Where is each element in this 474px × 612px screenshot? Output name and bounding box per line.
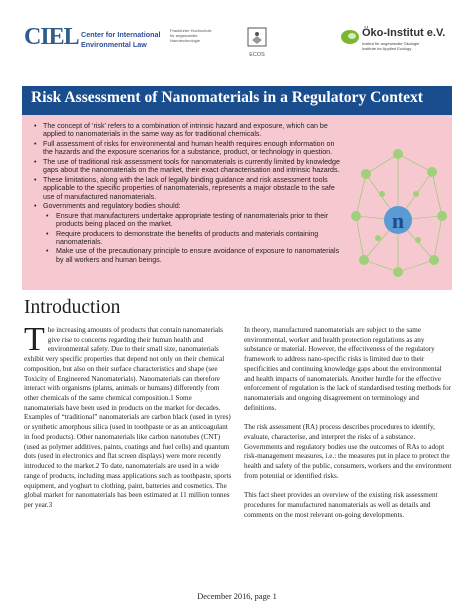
- right-column: [244, 326, 452, 530]
- oeko-institut-name: Öko-Institut e.V.: [362, 27, 446, 39]
- section-heading: Introduction: [24, 297, 121, 318]
- oeko-institut-logo: [340, 26, 460, 56]
- summary-bullet: • These limitations, along with the lack of legally binding guidance and risk assessment tools applicable to the specific properties of nanomaterials, represents a major obstacle to the safe use of manufactured nanomaterials.: [34, 176, 344, 201]
- body-paragraph: The risk assessment (RA) process describes procedures to identify, evaluate, characterise, and interpret the risks of a substance. Governments and regulatory bodies use the outcomes of RAs to adopt risk-management measures, i.e.: the measures put in place to protect the health and safety of the public, consumers, workers and the environment from potential or identified risks.: [244, 423, 452, 480]
- ecos-logo-label: ECOS: [249, 52, 265, 58]
- summary-bullet: • The use of traditional risk assessment tools for nanomaterials is currently limited by knowledge gaps about the nanomaterials on the market, their exact characterisation and intrinsic hazards.: [34, 158, 344, 175]
- page-title: Risk Assessment of Nanomaterials in a Regulatory Context: [31, 89, 423, 106]
- summary-bullet: • The concept of ‘risk’ refers to a combination of intrinsic hazard and exposure, which can be applied to nanomaterials in the same way as for traditional chemicals.: [34, 122, 344, 139]
- summary-sub-bullet: • Require producers to demonstrate the benefits of products and materials containing nanomaterials.: [34, 230, 344, 247]
- title-bar: [22, 86, 452, 115]
- header: [0, 0, 474, 70]
- ciel-logo-name: Center for International Environmental Law: [81, 30, 161, 49]
- body-paragraph: In theory, manufactured nanomaterials are subject to the same environmental, worker and health protection regulations as any substance or material. However, the effectiveness of the regulatory framework to address nano-specific risks is limited due to their specificities and continuing knowledge gaps about the environmental and health impacts of nanomaterials. Another hurdle for the effective enforcement of regulation is the lack of standardised testing methods for nanomaterials and ongoing disagreement on terminology and definitions.: [244, 326, 452, 412]
- nano-center-glyph: n: [391, 208, 405, 233]
- ecos-logo: [240, 26, 274, 60]
- summary-bullets: [34, 122, 344, 265]
- intro-paragraph: The increasing amounts of products that contain nanomaterials give rise to concerns regarding their human health and environmental safety. Due to their small size, nanomaterials exhibit very specific properties that depend not only on their chemical composition, but also on their surface characteristics and shape (see Toxicity of Engineered Nanomaterials). Nanomaterials can therefore interact with organisms (plants, animals or humans) differently from other chemicals of the same chemical composition.1 Some nanomaterials have been used in products on the market for decades. Examples of “traditional” nanomaterials are carbon black (used in tyres) or synthetic amorphous silica (used in toothpaste or as an anticoagulant in food products). Other nanomaterials like carbon nanotubes (CNT) (used as polymer additives, paints, coatings and fuel cells) and quantum dots (used in electronics and flat screen displays) were more recently introduced to the market.2 To date, nanomaterials are used in a wide range of products, including mass applications such as toothpaste, sports equipment, and yoghurt to clothing, paint, batteries and cosmetics. The global market for nanomaterials has been estimated at 11 million tonnes per year.3: [24, 321, 232, 509]
- summary-bullet: • Governments and regulatory bodies should:: [34, 202, 344, 210]
- left-column: [24, 321, 232, 520]
- ecos-logo-icon: [240, 26, 274, 60]
- summary-sub-bullet: • Ensure that manufacturers undertake appropriate testing of nanomaterials prior to their products being placed on the market.: [34, 212, 344, 229]
- ciel-logo: [24, 20, 164, 60]
- summary-sub-bullet: • Make use of the precautionary principle to ensure avoidance of exposure to nanomaterials by all workers and human beings.: [34, 247, 344, 264]
- summary-bullet: • Full assessment of risks for environmental and human health requires enough information on the hazards and the exposure scenarios for a substance, product, or technology in question.: [34, 140, 344, 157]
- body-paragraph: This fact sheet provides an overview of the existing risk assessment procedures for manufactured nanomaterials as well as details and comments on the most relevant on-going developments.: [244, 491, 438, 519]
- partner-logo: Frankfurter Hochschule für angewandte Nanotechnologie: [170, 28, 212, 43]
- page-footer: December 2016, page 1: [197, 592, 277, 601]
- oeko-institut-subtitle: Institut für angewandte Ökologie Institute for Applied Ecology: [362, 41, 420, 51]
- drop-cap: T: [24, 321, 45, 358]
- ciel-logo-mark: CIEL: [24, 24, 79, 50]
- nanomaterial-illustration: [346, 124, 450, 280]
- summary-sub-bullets: [34, 212, 344, 264]
- leaf-icon: [340, 26, 360, 46]
